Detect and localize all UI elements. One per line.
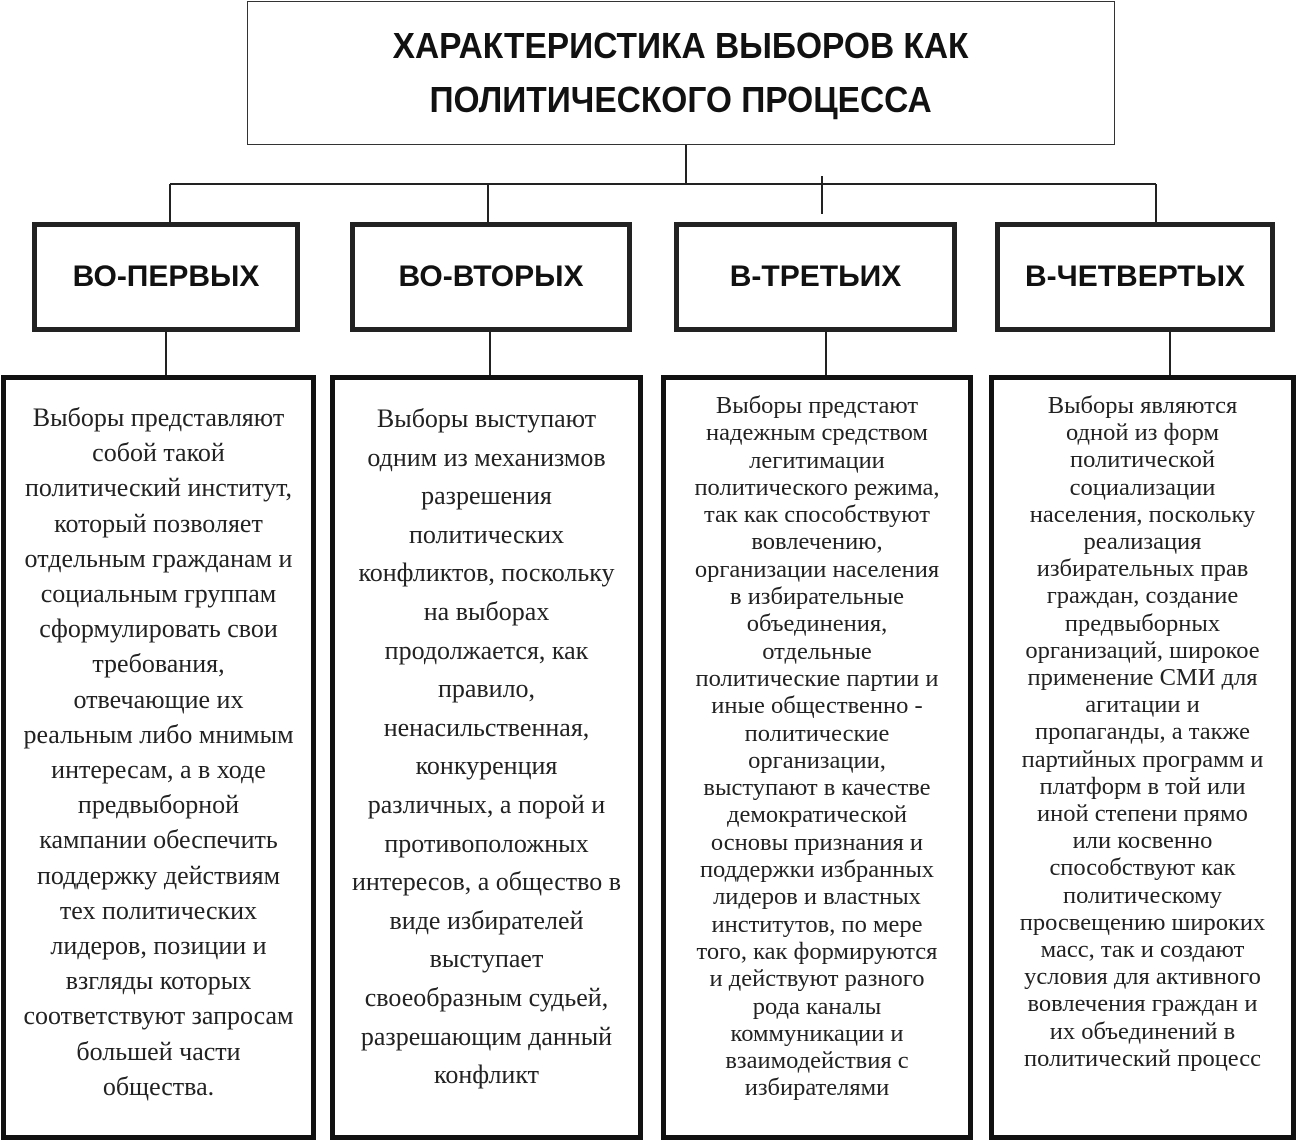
heading-box-4 bbox=[995, 222, 1275, 332]
heading-box-2 bbox=[350, 222, 632, 332]
description-box-4 bbox=[989, 375, 1296, 1140]
heading-box-3 bbox=[674, 222, 957, 332]
description-text-4: Выборы являются одной из форм политической социализации населения, поскольку реализация избирательных прав граждан, создание предвыборных организаций, широкое применение СМИ для агитации и пропаганды, а также партийных программ и платформ в той или иной степени прямо или косвенно способствуют как политическому просвещению широких масс, так и создают условия для активного вовлечения граждан и их объединений в политический процесс bbox=[1019, 392, 1266, 1072]
heading-third: В-ТРЕТЬИХ bbox=[729, 260, 902, 293]
heading-second: ВО-ВТОРЫХ bbox=[398, 260, 584, 293]
heading-box-1 bbox=[32, 222, 300, 332]
heading-first: ВО-ПЕРВЫХ bbox=[72, 260, 260, 293]
description-box-1 bbox=[1, 375, 316, 1140]
title-box bbox=[247, 1, 1115, 145]
description-text-2: Выборы выступают одним из механизмов разрешения политических конфликтов, поскольку на выборах продолжается, как правило, ненасильственная, конкуренция различных, а порой и противоположных интересов, а общество в виде избирателей выступает своеобразным судьей, разрешающим данный конфликт bbox=[352, 404, 621, 1090]
description-box-2 bbox=[330, 375, 643, 1140]
description-box-3 bbox=[661, 375, 973, 1140]
heading-fourth: В-ЧЕТВЕРТЫХ bbox=[1024, 260, 1246, 293]
diagram-title: ХАРАКТЕРИСТИКА ВЫБОРОВ КАК ПОЛИТИЧЕСКОГО ПРОЦЕССА bbox=[393, 25, 969, 120]
description-text-1: Выборы представляют собой такой политический институт, который позволяет отдельным гражданам и социальным группам сформулировать свои требования, отвечающие их реальным либо мнимым интересам, а в ходе предвыборной кампании обеспечить поддержку действиям тех политических лидеров, позиции и взгляды которых соответствуют запросам большей части общества. bbox=[23, 403, 294, 1101]
description-text-3: Выборы предстают надежным средством легитимации политического режима, так как способствуют вовлечению, организации населения в избирательные объединения, отдельные политические партии и иные общественно - политические организации, выступают в качестве демократической основы признания и поддержки избранных лидеров и властных институтов, по мере того, как формируются и действуют разного рода каналы коммуникации и взаимодействия с избирателями bbox=[694, 392, 940, 1102]
